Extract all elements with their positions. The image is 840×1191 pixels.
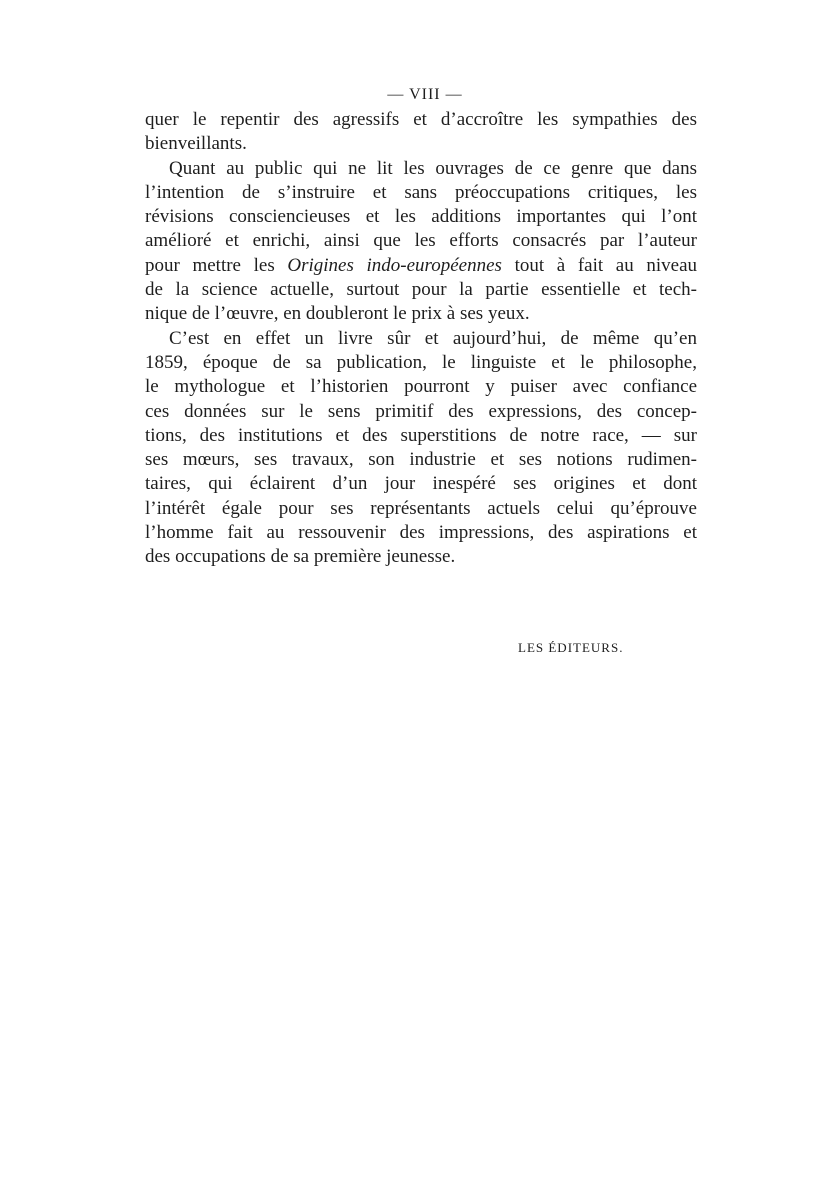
- text-line: l’intérêt égale pour ses représentants actuels celui qu’éprouve: [145, 497, 697, 519]
- text-line: Quant au public qui ne lit les ouvrages de ce genre que dans: [169, 157, 697, 179]
- book-page: [145, 82, 698, 655]
- text-line: quer le repentir des agressifs et d’accroître les sympathies des: [145, 109, 697, 130]
- text-line: de la science actuelle, surtout pour la partie essentielle et tech-: [145, 279, 697, 301]
- paragraph-1: [145, 108, 697, 157]
- signature: LES ÉDITEURS.: [518, 640, 624, 655]
- book-title: Origines indo-européennes: [287, 254, 502, 276]
- running-head: — VIII —: [387, 86, 463, 103]
- paragraph-2: [145, 157, 697, 327]
- text-line: taires, qui éclairent d’un jour inespéré ses origines et dont: [145, 473, 697, 495]
- text-line: C’est en effet un livre sûr et aujourd’hui, de même qu’en: [169, 327, 697, 349]
- body-text: [145, 108, 697, 570]
- text-line: ses mœurs, ses travaux, son industrie et ses notions rudimen-: [145, 449, 697, 471]
- text-line: le mythologue et l’historien pourront y puiser avec confiance: [145, 376, 697, 398]
- text-line: tions, des institutions et des superstitions de notre race, — sur: [145, 424, 697, 446]
- text-line: révisions consciencieuses et les additions importantes qui l’ont: [145, 206, 697, 228]
- text-line: amélioré et enrichi, ainsi que les efforts consacrés par l’auteur: [145, 230, 697, 252]
- text-line: 1859, époque de sa publication, le linguiste et le philosophe,: [145, 351, 697, 373]
- paragraph-3: [145, 327, 697, 570]
- text-line-with-title: [145, 254, 697, 278]
- text-line: des occupations de sa première jeunesse.: [145, 546, 456, 568]
- text-line: l’homme fait au ressouvenir des impressions, des aspirations et: [145, 522, 697, 544]
- text-segment: tout à fait au niveau: [501, 254, 698, 276]
- text-segment: pour mettre les: [145, 254, 288, 276]
- text-line: ces données sur le sens primitif des expressions, des concep-: [145, 400, 697, 422]
- text-line: bienveillants.: [145, 133, 247, 155]
- text-line: nique de l’œuvre, en doubleront le prix à ses yeux.: [145, 303, 530, 325]
- text-line: l’intention de s’instruire et sans préoccupations critiques, les: [145, 181, 697, 203]
